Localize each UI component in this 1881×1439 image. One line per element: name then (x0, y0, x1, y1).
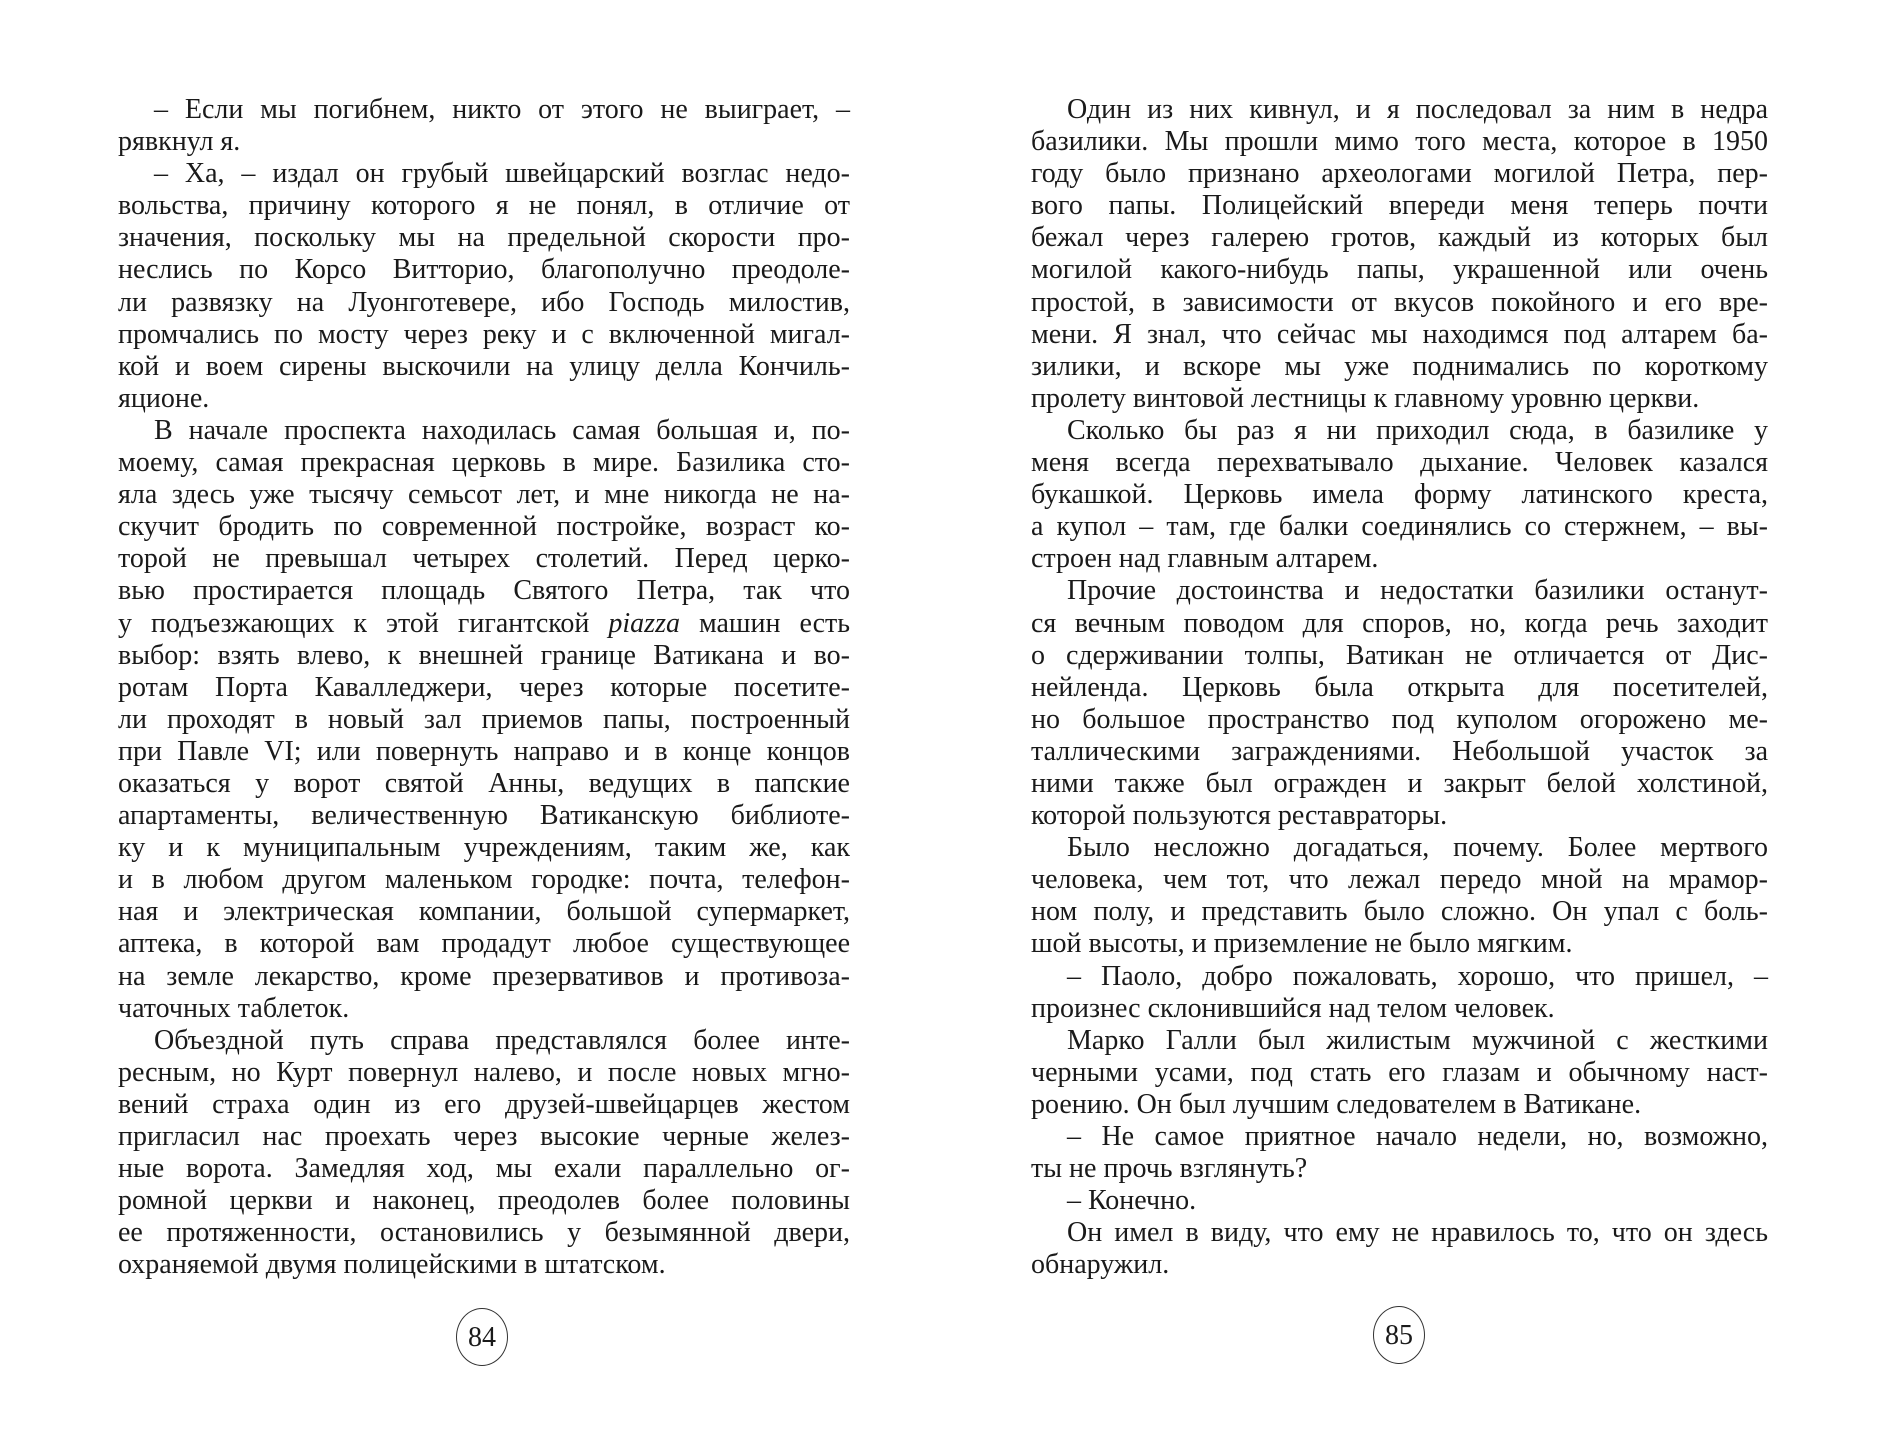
text-line: простой, в зависимости от вкусов покойного и его вре- (1031, 286, 1768, 318)
text-line: выбор: взять влево, к внешней границе Ватикана и во- (118, 639, 850, 671)
text-line: произнес склонившийся над телом человек. (1031, 992, 1555, 1024)
italic-word: piazza (608, 607, 680, 639)
paragraph (118, 415, 850, 1025)
text-line: оказаться у ворот святой Анны, ведущих в папские (118, 767, 850, 799)
text-line: значения, поскольку мы на предельной скорости про- (118, 222, 850, 254)
paragraph (1031, 1025, 1768, 1121)
text-line: могилой какого-нибудь папы, украшенной или очень (1031, 254, 1768, 286)
text-line: обнаружил. (1031, 1249, 1170, 1281)
text-line: – Не самое приятное начало недели, но, возможно, (1067, 1121, 1768, 1152)
text-line: Он имел в виду, что ему не нравилось то, что он здесь (1067, 1217, 1768, 1249)
text-line: вений страха один из его друзей-швейцарцев жестом (118, 1088, 850, 1120)
text-line: при Павле VI; или повернуть направо и в конце концов (118, 735, 850, 767)
text-line: Было несложно догадаться, почему. Более мертвого (1067, 832, 1768, 864)
text-line: яла здесь уже тысячу семьсот лет, и мне никогда не на- (118, 479, 850, 511)
text-line: ли развязку на Луонготевере, ибо Господь милостив, (118, 286, 850, 318)
text-line: неслись по Корсо Витторио, благополучно преодоле- (118, 254, 850, 286)
paragraph (1031, 1185, 1768, 1217)
text-line: моему, самая прекрасная церковь в мире. Базилика сто- (118, 447, 850, 479)
text-line: Прочие достоинства и недостатки базилики останут- (1067, 575, 1768, 607)
text-line: В начале проспекта находилась самая большая и, по- (154, 414, 850, 446)
text-segment: у подъезжающих к этой гигантской (118, 607, 609, 639)
text-line: которой пользуются реставраторы. (1031, 800, 1448, 832)
paragraph (1031, 575, 1768, 832)
text-line: – Паоло, добро пожаловать, хорошо, что пришел, – (1067, 960, 1768, 992)
text-line: ная и электрическая компании, большой супермаркет, (118, 896, 850, 928)
text-line: вольства, причину которого я не понял, в отличие от (118, 190, 850, 222)
text-line: – Если мы погибнем, никто от этого не выиграет, – (154, 94, 850, 125)
text-line: о сдерживании толпы, Ватикан не отличается от Дис- (1031, 639, 1768, 671)
text-line: нейленда. Церковь была открыта для посетителей, (1031, 671, 1768, 703)
text-segment: машин есть (679, 607, 850, 639)
page-number-left: 84 (456, 1308, 508, 1366)
text-line: яционе. (118, 382, 210, 414)
text-line: Объездной путь справа представлялся более инте- (154, 1024, 850, 1056)
text-line: кой и воем сирены выскочили на улицу делла Кончиль- (118, 350, 850, 382)
text-line: меня всегда перехватывало дыхание. Человек казался (1031, 447, 1768, 479)
text-line: зилики, и вскоре мы уже поднимались по короткому (1031, 350, 1768, 382)
text-line: ротам Порта Кавалледжери, через которые посетите- (118, 671, 850, 703)
paragraph (1031, 415, 1768, 575)
right-page-text (1031, 94, 1768, 1281)
left-page-text (118, 94, 850, 1281)
paragraph (1031, 961, 1768, 1025)
text-line: на земле лекарство, кроме презервативов и противоза- (118, 960, 850, 992)
text-line: таллическими заграждениями. Небольшой участок за (1031, 735, 1768, 767)
text-line: ее протяженности, остановились у безымянной двери, (118, 1217, 850, 1249)
text-line (118, 608, 850, 640)
text-line: Марко Галли был жилистым мужчиной с жесткими (1067, 1024, 1768, 1056)
text-line: базилики. Мы прошли мимо того места, которое в 1950 (1031, 126, 1768, 158)
paragraph (1031, 1121, 1768, 1185)
text-line: и в любом другом маленьком городке: почта, телефон- (118, 864, 850, 896)
text-line: бежал через галерею гротов, каждый из которых был (1031, 222, 1768, 254)
text-line: чаточных таблеток. (118, 992, 350, 1024)
text-line: ся вечным поводом для споров, но, когда речь заходит (1031, 607, 1768, 639)
text-line: человека, чем тот, что лежал передо мной на мрамор- (1031, 864, 1768, 896)
text-line: пролету винтовой лестницы к главному уровню церкви. (1031, 382, 1700, 414)
text-line: черными усами, под стать его глазам и обычному наст- (1031, 1056, 1768, 1088)
text-line: ные ворота. Замедляя ход, мы ехали параллельно ог- (118, 1153, 850, 1185)
text-line: а купол – там, где балки соединялись со стержнем, – вы- (1031, 511, 1768, 543)
text-line: торой не превышал четырех столетий. Перед церко- (118, 543, 850, 575)
text-line: ном полу, и представить было сложно. Он упал с боль- (1031, 896, 1768, 928)
text-line: – Ха, – издал он грубый швейцарский возглас недо- (154, 158, 850, 190)
text-line: – Конечно. (1067, 1185, 1197, 1217)
text-line: Один из них кивнул, и я последовал за ним в недра (1067, 94, 1768, 125)
text-line: шой высоты, и приземление не было мягким. (1031, 928, 1573, 960)
text-line: вого папы. Полицейский впереди меня теперь почти (1031, 190, 1768, 222)
text-line: строен над главным алтарем. (1031, 543, 1379, 575)
paragraph (1031, 94, 1768, 415)
text-line: рявкнул я. (118, 126, 241, 158)
text-line: охраняемой двумя полицейскими в штатском. (118, 1249, 666, 1281)
paragraph (118, 1025, 850, 1282)
text-line: аптека, в которой вам продадут любое существующее (118, 928, 850, 960)
text-line: букашкой. Церковь имела форму латинского креста, (1031, 479, 1768, 511)
text-line: мени. Я знал, что сейчас мы находимся под алтарем ба- (1031, 318, 1768, 350)
text-line: ними также был огражден и закрыт белой холстиной, (1031, 767, 1768, 799)
text-line: ромной церкви и наконец, преодолев более половины (118, 1185, 850, 1217)
text-line: вью простирается площадь Святого Петра, так что (118, 575, 850, 607)
text-line: роению. Он был лучшим следователем в Ватикане. (1031, 1088, 1642, 1120)
text-line: скучит бродить по современной постройке, возраст ко- (118, 511, 850, 543)
text-line: пригласил нас проехать через высокие черные желез- (118, 1121, 850, 1152)
paragraph (118, 158, 850, 415)
text-line: ли проходят в новый зал приемов папы, построенный (118, 703, 850, 735)
text-line: году было признано археологами могилой Петра, пер- (1031, 158, 1768, 190)
paragraph (1031, 1217, 1768, 1281)
text-line: Сколько бы раз я ни приходил сюда, в базилике у (1067, 414, 1768, 446)
page-number-right: 85 (1373, 1306, 1425, 1364)
text-line: промчались по мосту через реку и с включенной мигал- (118, 318, 850, 350)
paragraph (118, 94, 850, 158)
paragraph (1031, 832, 1768, 960)
text-line: ты не прочь взглянуть? (1031, 1153, 1308, 1185)
text-line: ку и к муниципальным учреждениям, таким же, как (118, 832, 850, 864)
text-line: ресным, но Курт повернул налево, и после новых мгно- (118, 1056, 850, 1088)
text-line: но большое пространство под куполом огорожено ме- (1031, 703, 1768, 735)
text-line: апартаменты, величественную Ватиканскую библиоте- (118, 800, 850, 832)
